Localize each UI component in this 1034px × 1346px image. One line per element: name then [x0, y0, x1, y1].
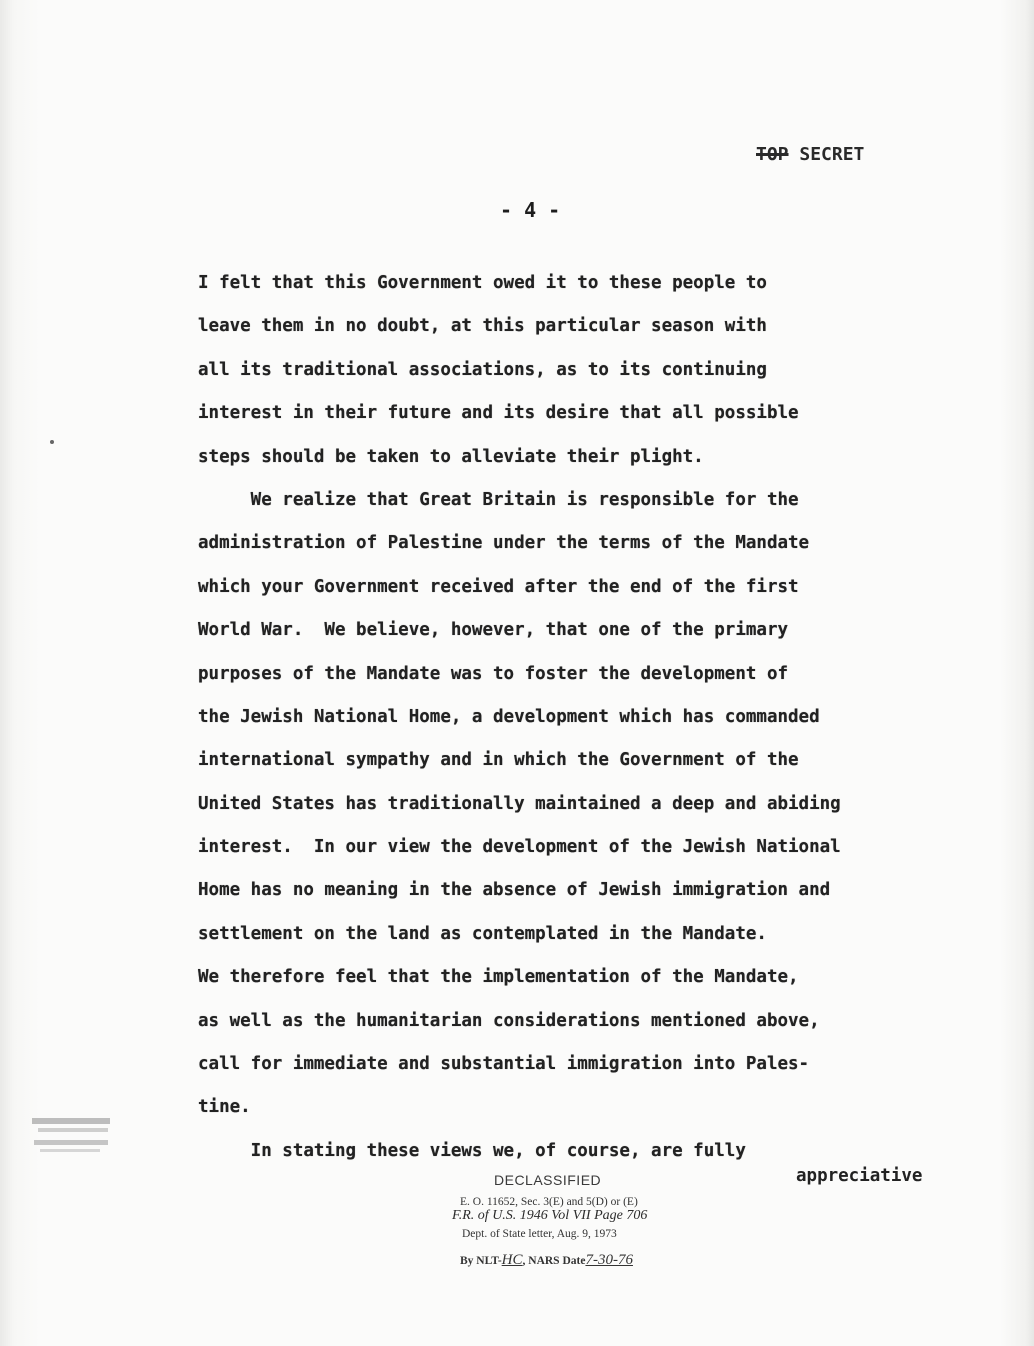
- classification-text: SECRET: [788, 144, 865, 165]
- body-line: call for immediate and substantial immigration into Pales-: [198, 1054, 810, 1075]
- body-line: purposes of the Mandate was to foster the development of: [198, 663, 789, 684]
- handwritten-initials: HC: [501, 1252, 523, 1268]
- body-line: tine.: [198, 1097, 251, 1118]
- authorization-line: [460, 1252, 633, 1269]
- handwritten-date: 7-30-76: [585, 1252, 633, 1268]
- body-line: We therefore feel that the implementation of the Mandate,: [198, 967, 799, 988]
- letter-body: [198, 262, 988, 1173]
- dept-letter-line: Dept. of State letter, Aug. 9, 1973: [462, 1228, 617, 1240]
- by-prefix: By NLT-: [460, 1255, 502, 1267]
- body-line: as well as the humanitarian considerations mentioned above,: [198, 1010, 820, 1031]
- body-line: the Jewish National Home, a development which has commanded: [198, 706, 820, 727]
- nars-prefix: , NARS Date: [522, 1255, 586, 1267]
- body-line: international sympathy and in which the Government of the: [198, 750, 799, 771]
- body-line: interest. In our view the development of the Jewish National: [198, 837, 841, 858]
- classification-struck-text: TOP: [756, 144, 789, 165]
- catchword: appreciative: [796, 1166, 923, 1186]
- body-line: United States has traditionally maintained a deep and abiding: [198, 793, 841, 814]
- body-line: I felt that this Government owed it to these people to: [198, 273, 767, 293]
- executive-order-line: E. O. 11652, Sec. 3(E) and 5(D) or (E): [460, 1196, 638, 1208]
- body-line: all its traditional associations, as to its continuing: [198, 359, 767, 380]
- body-line: interest in their future and its desire that all possible: [198, 403, 799, 424]
- body-line: We realize that Great Britain is responsible for the: [198, 489, 799, 510]
- body-line: administration of Palestine under the terms of the Mandate: [198, 533, 810, 554]
- scan-smudge-mark: [30, 1112, 120, 1162]
- handwritten-reference: F.R. of U.S. 1946 Vol VII Page 706: [452, 1208, 648, 1223]
- body-line: steps should be taken to alleviate their plight.: [198, 446, 704, 467]
- body-line: leave them in no doubt, at this particular season with: [198, 316, 767, 337]
- scan-speck: [50, 440, 54, 444]
- body-line: settlement on the land as contemplated in the Mandate.: [198, 923, 767, 944]
- classification-marking: [756, 144, 864, 165]
- page-number: - 4 -: [500, 198, 561, 222]
- declassified-title: DECLASSIFIED: [494, 1172, 602, 1188]
- body-line: which your Government received after the end of the first: [198, 576, 799, 597]
- body-line: World War. We believe, however, that one of the primary: [198, 620, 789, 641]
- body-line: Home has no meaning in the absence of Jewish immigration and: [198, 880, 831, 901]
- body-line: In stating these views we, of course, are fully: [198, 1140, 746, 1161]
